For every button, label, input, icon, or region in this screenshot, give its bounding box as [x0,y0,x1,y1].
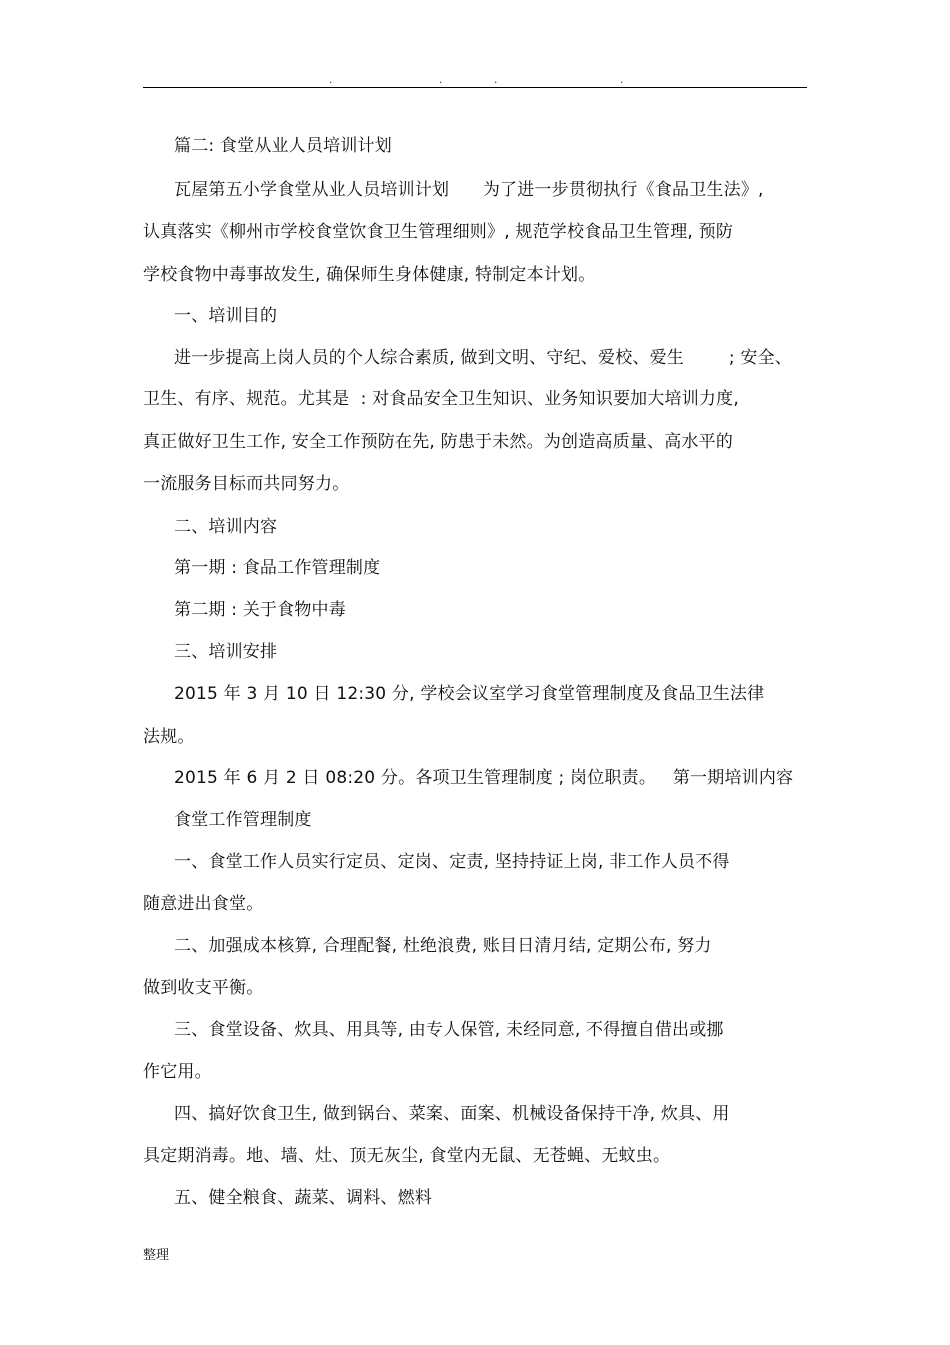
paragraph-line: 随意进出食堂。 [143,894,264,914]
footer-label: 整理 [143,1248,170,1263]
paragraph-line: 五、健全粮食、蔬菜、调料、燃料 [174,1188,432,1208]
paragraph-line: 进一步提高上岗人员的个人综合素质, 做到文明、守纪、爱校、爱生 ; 安全、 [174,348,792,368]
subsection-title: 食堂工作管理制度 [174,810,312,830]
header-dot: . [494,72,498,86]
paragraph-line: 卫生、有序、规范。尤其是 : 对食品安全卫生知识、业务知识要加大培训力度, [143,389,739,409]
list-item: 第二期 : 关于食物中毒 [174,600,346,620]
paragraph-line: 三、食堂设备、炊具、用具等, 由专人保管, 未经同意, 不得擅自借出或挪 [174,1020,724,1040]
paragraph-line: 四、搞好饮食卫生, 做到锅台、菜案、面案、机械设备保持干净, 炊具、用 [174,1104,730,1124]
paragraph-line: 2015 年 6 月 2 日 08:20 分。各项卫生管理制度 ; 岗位职责。 第一期培训内容 [174,768,794,788]
list-item: 第一期 : 食品工作管理制度 [174,558,381,578]
section-heading: 三、培训安排 [174,642,278,662]
paragraph-line: 一、食堂工作人员实行定员、定岗、定责, 坚持持证上岗, 非工作人员不得 [174,852,730,872]
header-dots [0,72,950,86]
section-heading: 一、培训目的 [174,306,278,326]
paragraph-line: 真正做好卫生工作, 安全工作预防在先, 防患于未然。为创造高质量、高水平的 [143,432,734,452]
header-dot: . [329,72,333,86]
paragraph-line: 一流服务目标而共同努力。 [143,474,350,494]
paragraph-line: 法规。 [143,727,195,747]
paragraph-line: 作它用。 [143,1062,212,1082]
paragraph-line: 认真落实《柳州市学校食堂饮食卫生管理细则》, 规范学校食品卫生管理, 预防 [143,222,734,242]
section-title: 篇二: 食堂从业人员培训计划 [174,136,392,156]
paragraph-line: 2015 年 3 月 10 日 12:30 分, 学校会议室学习食堂管理制度及食品卫生法律 [174,684,765,704]
paragraph-line: 学校食物中毒事故发生, 确保师生身体健康, 特制定本计划。 [143,265,596,285]
paragraph-line: 具定期消毒。地、墙、灶、顶无灰尘, 食堂内无鼠、无苍蝇、无蚊虫。 [143,1146,671,1166]
section-heading: 二、培训内容 [174,517,278,537]
header-rule [143,87,807,88]
paragraph-line: 做到收支平衡。 [143,978,264,998]
header-dot: . [439,72,443,86]
header-dot: . [620,72,624,86]
paragraph-line: 瓦屋第五小学食堂从业人员培训计划 为了进一步贯彻执行《食品卫生法》, [174,180,764,200]
paragraph-line: 二、加强成本核算, 合理配餐, 杜绝浪费, 账目日清月结, 定期公布, 努力 [174,936,712,956]
